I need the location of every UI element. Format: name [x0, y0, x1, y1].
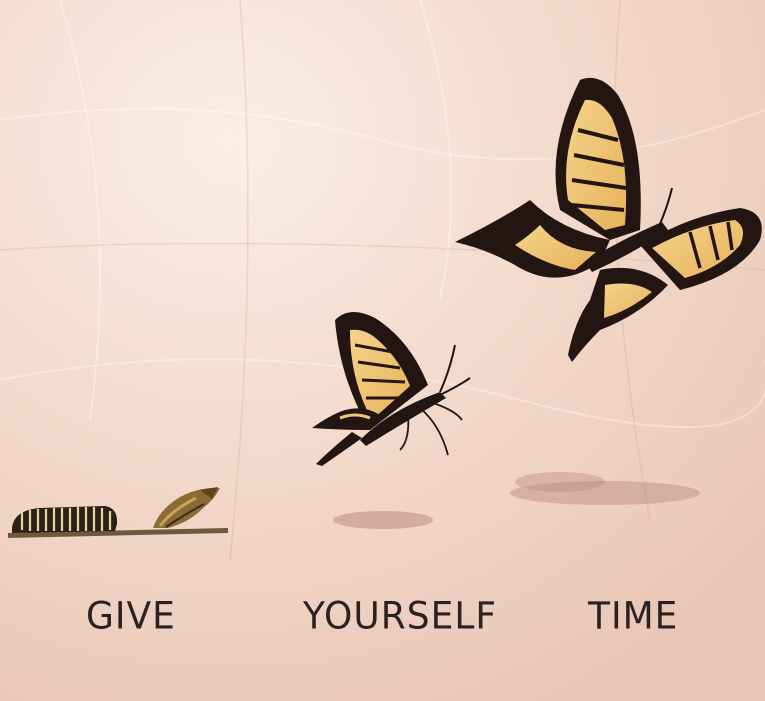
caption-word-time: TIME — [588, 594, 679, 639]
caption-word-yourself: YOURSELF — [303, 594, 498, 639]
caption-word-give: GIVE — [86, 594, 176, 639]
shadow-left — [333, 511, 433, 529]
